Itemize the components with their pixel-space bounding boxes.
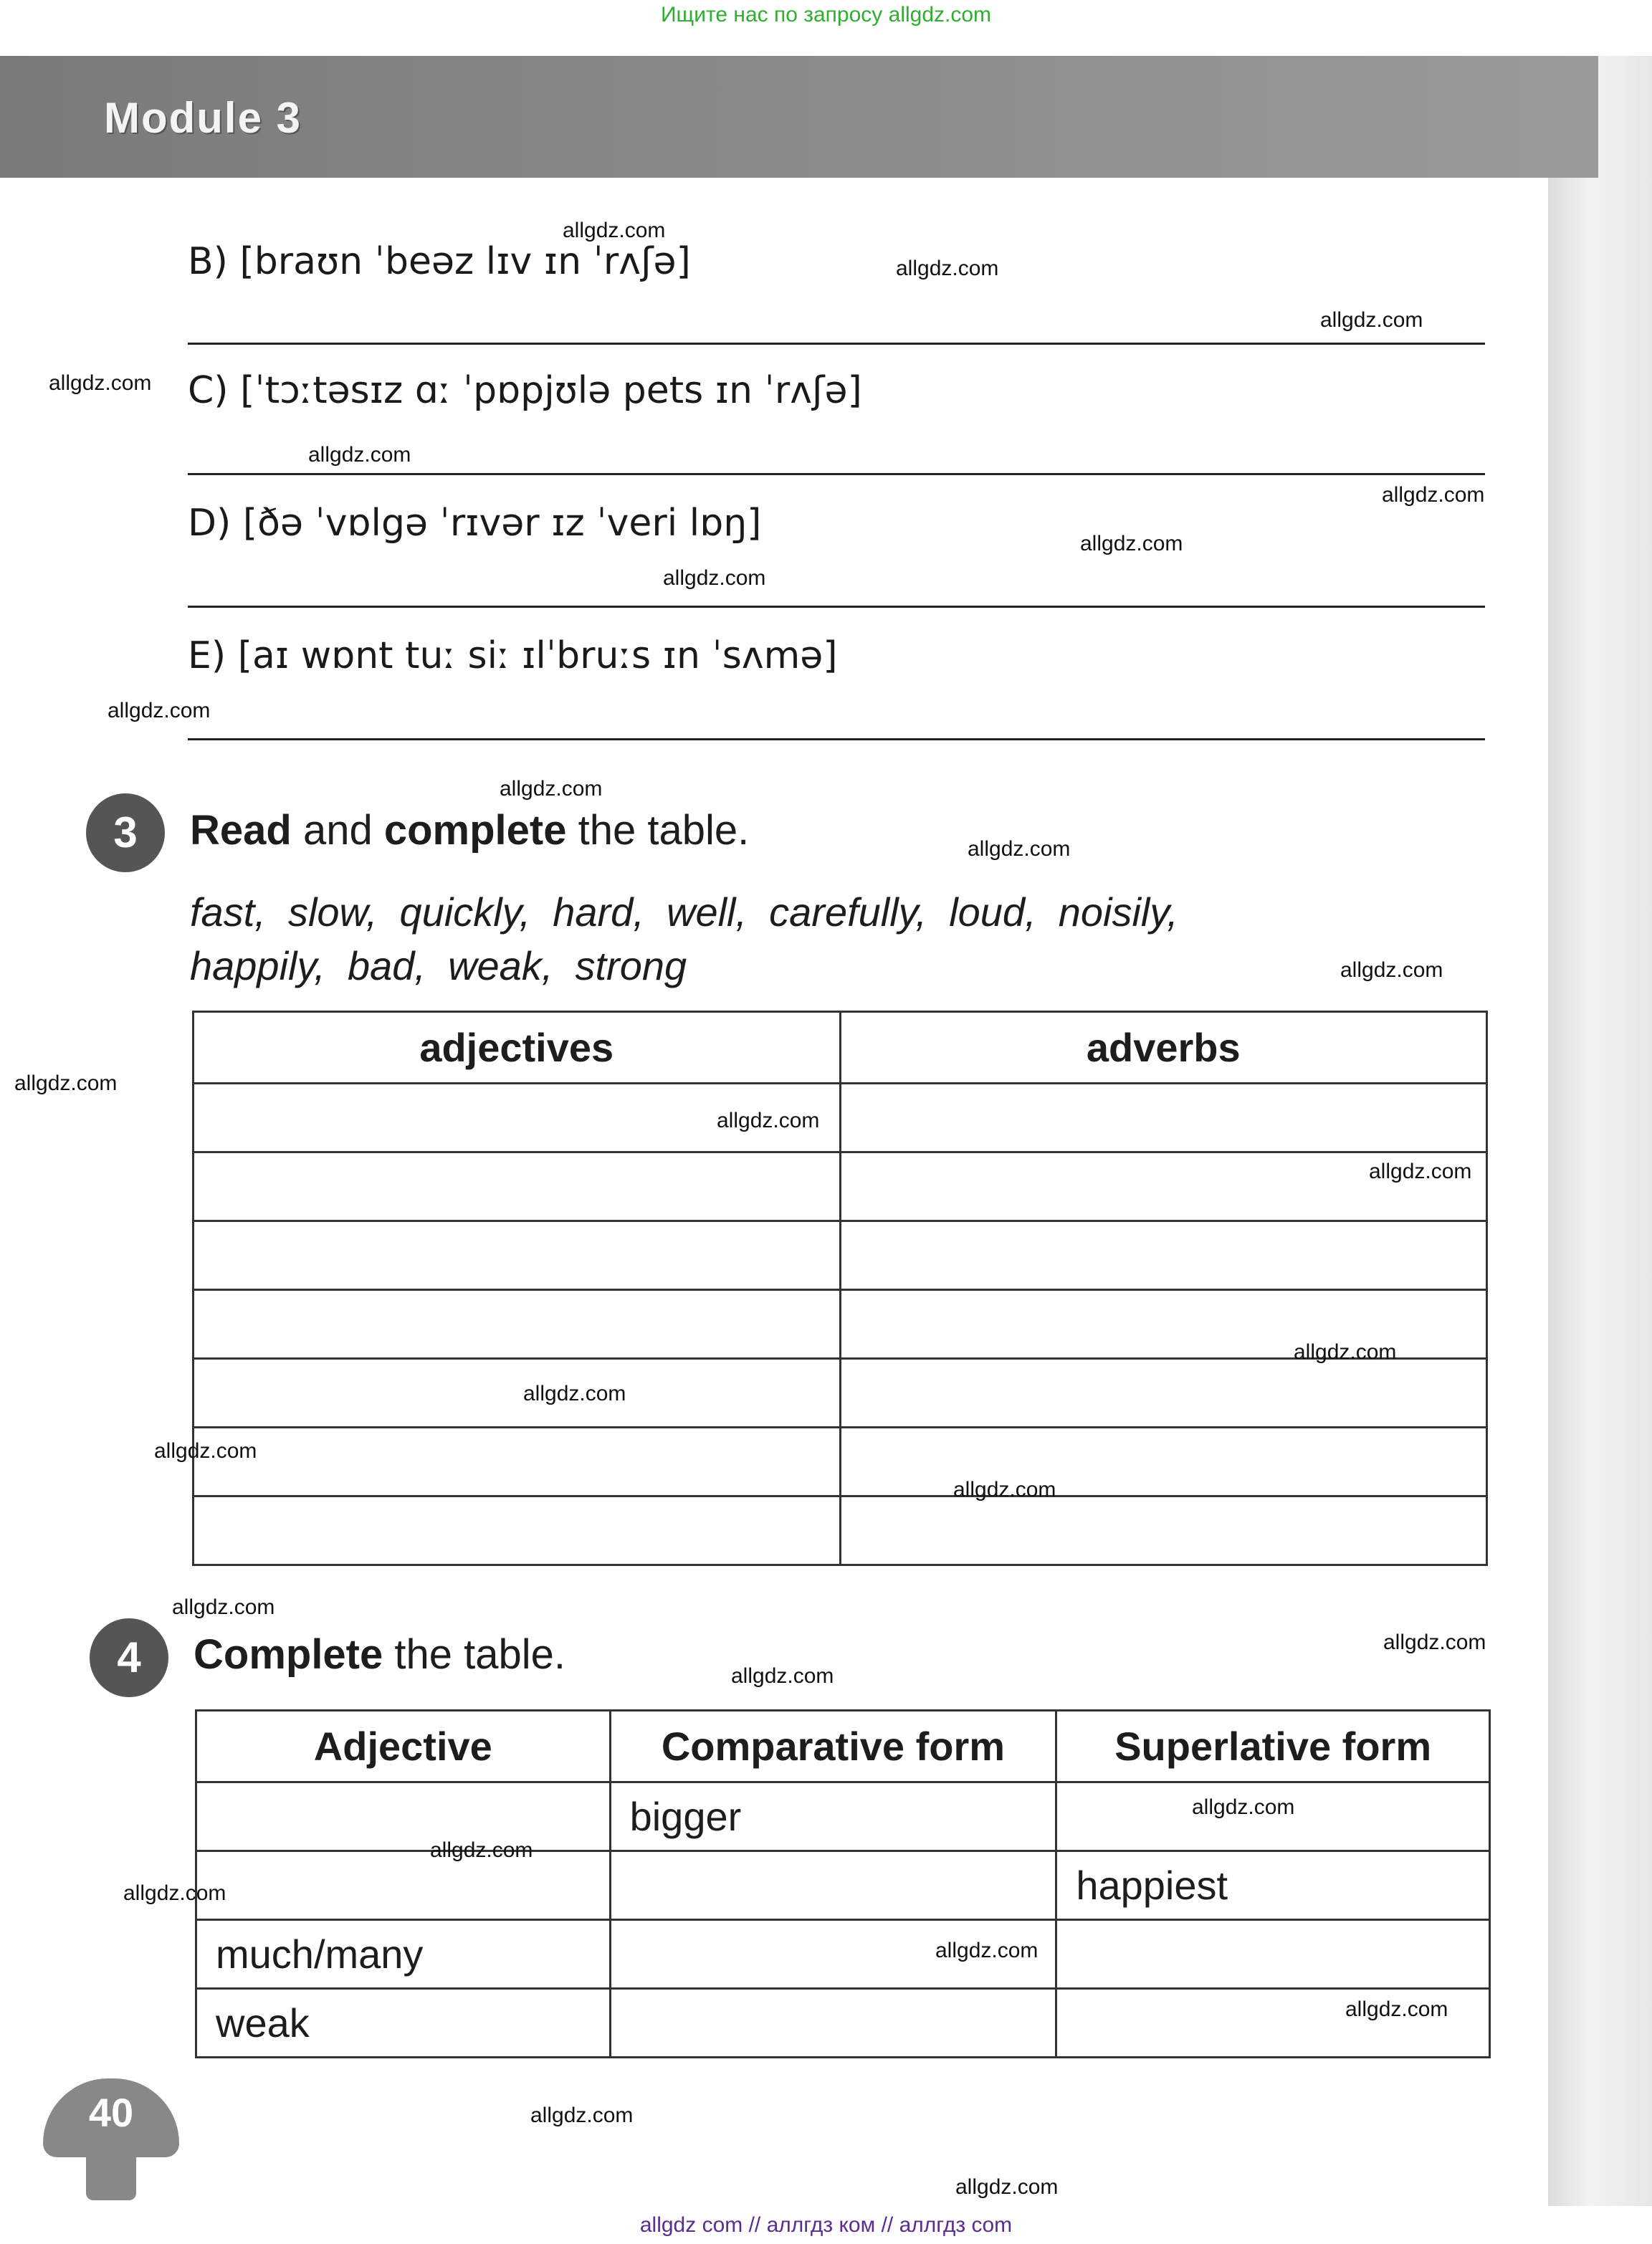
answer-cell[interactable] bbox=[194, 1221, 841, 1290]
page-fold bbox=[1548, 56, 1652, 2206]
comparatives-table bbox=[195, 1709, 1491, 2058]
word-list-line-1: fast, slow, quickly, hard, well, carefully, loud, noisily, bbox=[190, 889, 1178, 935]
watermark: allgdz.com bbox=[108, 699, 211, 722]
watermark: allgdz.com bbox=[717, 1109, 820, 1132]
watermark: allgdz.com bbox=[1345, 1997, 1448, 2021]
page-number: 40 bbox=[88, 2090, 134, 2135]
answer-cell[interactable] bbox=[194, 1496, 841, 1565]
watermark: allgdz.com bbox=[1383, 1631, 1486, 1654]
watermark: allgdz.com bbox=[500, 777, 603, 801]
watermark: allgdz.com bbox=[968, 837, 1071, 861]
exercise-4-title: Complete the table. bbox=[194, 1631, 566, 1678]
watermark: allgdz.com bbox=[935, 1939, 1039, 1962]
watermark: allgdz.com bbox=[1320, 308, 1423, 332]
answer-cell[interactable] bbox=[840, 1359, 1487, 1428]
answer-cell[interactable] bbox=[196, 1782, 611, 1851]
watermark: allgdz.com bbox=[731, 1664, 834, 1688]
answer-cell[interactable] bbox=[840, 1084, 1487, 1152]
exercise-3-title: Read and complete the table. bbox=[190, 807, 750, 854]
watermark: allgdz.com bbox=[1192, 1795, 1295, 1819]
transcription-b: B) [braʊn ˈbeəz lɪv ɪn ˈrʌʃə] bbox=[188, 240, 691, 283]
transcription-c: C) [ˈtɔːtəsɪz ɑː ˈpɒpjʊlə pets ɪn ˈrʌʃə] bbox=[188, 369, 862, 412]
watermark: allgdz.com bbox=[523, 1382, 626, 1405]
answer-cell[interactable] bbox=[840, 1428, 1487, 1496]
answer-cell[interactable] bbox=[194, 1359, 841, 1428]
watermark: allgdz.com bbox=[172, 1595, 275, 1619]
top-banner[interactable]: Ищите нас по запросу allgdz.com bbox=[660, 3, 992, 27]
watermark: allgdz.com bbox=[430, 1838, 533, 1862]
answer-line bbox=[188, 343, 1485, 345]
answer-cell[interactable]: much/many bbox=[196, 1920, 611, 1989]
answer-cell[interactable] bbox=[610, 1989, 1056, 2058]
watermark: allgdz.com bbox=[530, 2104, 634, 2127]
watermark: allgdz.com bbox=[955, 2175, 1059, 2199]
answer-cell[interactable]: weak bbox=[196, 1989, 611, 2058]
answer-cell[interactable] bbox=[840, 1221, 1487, 1290]
header-adjective: Adjective bbox=[196, 1711, 611, 1782]
answer-cell[interactable] bbox=[610, 1851, 1056, 1920]
watermark: allgdz.com bbox=[663, 566, 766, 590]
answer-cell[interactable] bbox=[194, 1290, 841, 1359]
watermark: allgdz.com bbox=[1080, 532, 1183, 555]
header-comparative: Comparative form bbox=[610, 1711, 1056, 1782]
answer-line bbox=[188, 473, 1485, 475]
answer-cell[interactable]: bigger bbox=[610, 1782, 1056, 1851]
answer-cell[interactable] bbox=[1056, 1920, 1490, 1989]
transcription-d: D) [ðə ˈvɒlgə ˈrɪvər ɪz ˈveri lɒŋ] bbox=[188, 502, 762, 545]
bottom-banner[interactable]: allgdz com // аллгдз ком // аллгдз com bbox=[639, 2213, 1013, 2237]
watermark: allgdz.com bbox=[49, 371, 152, 395]
header-superlative: Superlative form bbox=[1056, 1711, 1490, 1782]
watermark: allgdz.com bbox=[154, 1439, 257, 1463]
watermark: allgdz.com bbox=[308, 443, 411, 467]
answer-cell[interactable] bbox=[194, 1152, 841, 1221]
answer-line bbox=[188, 606, 1485, 608]
transcription-e: E) [aɪ wɒnt tuː siː ɪlˈbruːs ɪn ˈsʌmə] bbox=[188, 634, 838, 677]
watermark: allgdz.com bbox=[563, 219, 666, 242]
answer-cell[interactable] bbox=[194, 1428, 841, 1496]
watermark: allgdz.com bbox=[953, 1478, 1056, 1501]
watermark: allgdz.com bbox=[896, 257, 999, 280]
watermark: allgdz.com bbox=[1382, 483, 1485, 507]
watermark: allgdz.com bbox=[123, 1881, 226, 1905]
exercise-4-badge: 4 bbox=[90, 1618, 168, 1697]
watermark: allgdz.com bbox=[1340, 958, 1443, 982]
adjectives-adverbs-table bbox=[192, 1011, 1488, 1566]
header-adverbs: adverbs bbox=[840, 1012, 1487, 1084]
answer-line bbox=[188, 738, 1485, 740]
answer-cell[interactable]: happiest bbox=[1056, 1851, 1490, 1920]
word-list-line-2: happily, bad, weak, strong bbox=[190, 943, 687, 988]
header-adjectives: adjectives bbox=[194, 1012, 841, 1084]
module-title: Module 3 bbox=[104, 94, 302, 142]
answer-cell[interactable] bbox=[196, 1851, 611, 1920]
watermark: allgdz.com bbox=[1369, 1160, 1472, 1183]
answer-cell[interactable] bbox=[840, 1496, 1487, 1565]
page-number-stem bbox=[86, 2143, 136, 2200]
exercise-3-badge: 3 bbox=[86, 793, 165, 872]
watermark: allgdz.com bbox=[14, 1071, 118, 1095]
watermark: allgdz.com bbox=[1294, 1340, 1397, 1364]
